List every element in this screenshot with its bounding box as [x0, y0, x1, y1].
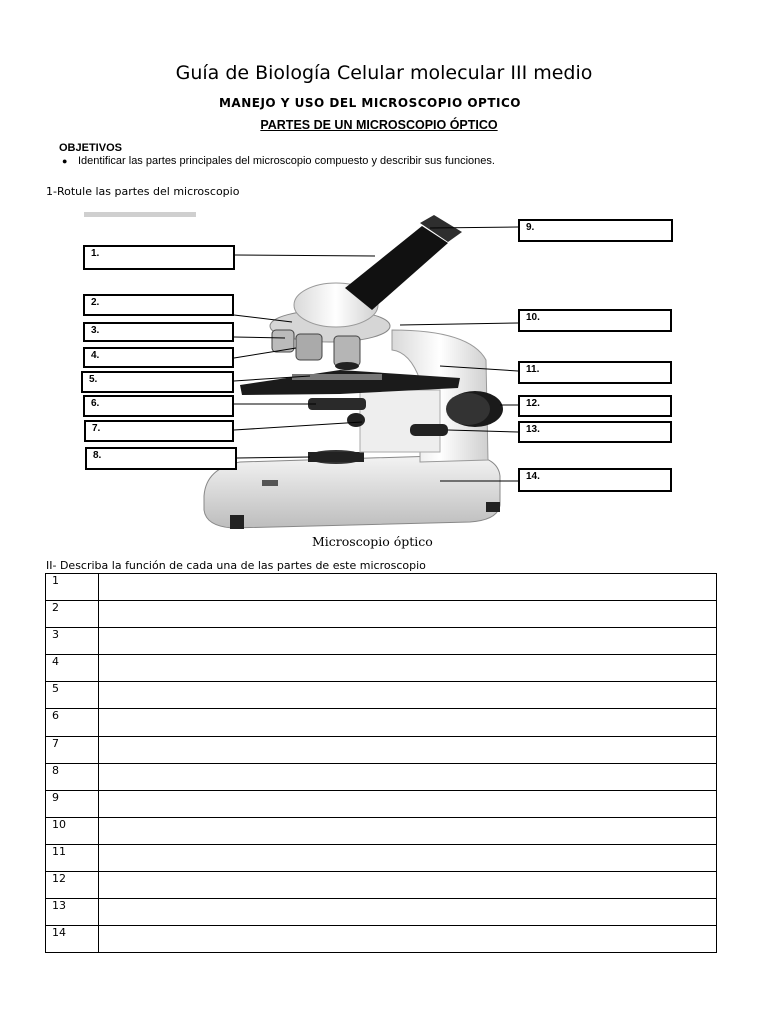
row-number: 11 — [46, 844, 99, 871]
base-foot — [486, 502, 500, 512]
table-row — [46, 872, 717, 899]
eyepiece — [420, 215, 462, 242]
bullet-icon: ● — [62, 156, 68, 166]
label-box-4[interactable]: 4. — [83, 347, 234, 368]
label-box-9[interactable]: 9. — [518, 219, 673, 242]
base-switch — [262, 480, 278, 486]
table-row — [46, 817, 717, 844]
leader-lines — [234, 227, 518, 481]
table-row — [46, 844, 717, 871]
label-box-12[interactable]: 12. — [518, 395, 672, 417]
row-number: 14 — [46, 926, 99, 953]
row-number: 8 — [46, 763, 99, 790]
microscope-head — [294, 283, 378, 327]
answer-cell[interactable] — [99, 817, 717, 844]
label-box-3[interactable]: 3. — [83, 322, 234, 342]
row-number: 3 — [46, 628, 99, 655]
table-row — [46, 601, 717, 628]
stage-slide — [292, 374, 382, 380]
row-number: 7 — [46, 736, 99, 763]
row-number: 1 — [46, 574, 99, 601]
objective-item — [62, 155, 495, 167]
row-number: 12 — [46, 872, 99, 899]
answer-cell[interactable] — [99, 628, 717, 655]
label-box-1[interactable]: 1. — [83, 245, 235, 270]
label-box-8[interactable]: 8. — [85, 447, 237, 470]
microscope-arm — [392, 330, 488, 462]
answer-cell[interactable] — [99, 601, 717, 628]
label-box-6[interactable]: 6. — [83, 395, 234, 417]
answer-cell[interactable] — [99, 574, 717, 601]
answer-cell[interactable] — [99, 763, 717, 790]
objective-text: Identificar las partes principales del microscopio compuesto y describir sus funciones. — [78, 155, 495, 167]
row-number: 6 — [46, 709, 99, 736]
table-row — [46, 682, 717, 709]
figure-caption: Microscopio óptico — [312, 534, 433, 549]
answer-cell[interactable] — [99, 709, 717, 736]
objectives-label: OBJETIVOS — [59, 142, 122, 154]
faded-text — [84, 212, 196, 217]
objective-tip — [335, 362, 359, 370]
answer-cell[interactable] — [99, 655, 717, 682]
answer-cell[interactable] — [99, 682, 717, 709]
label-box-13[interactable]: 13. — [518, 421, 672, 443]
microscope-pillar — [360, 390, 440, 452]
coarse-focus-knob-face — [446, 393, 490, 425]
microscope-base — [204, 455, 500, 528]
objective-lens — [296, 334, 322, 360]
answer-cell[interactable] — [99, 790, 717, 817]
subtitle: MANEJO Y USO DEL MICROSCOPIO OPTICO — [218, 96, 522, 110]
answer-cell[interactable] — [99, 736, 717, 763]
table-row — [46, 655, 717, 682]
revolving-nosepiece — [270, 310, 390, 342]
section-heading: PARTES DE UN MICROSCOPIO ÓPTICO — [260, 118, 498, 132]
instruction-describe-functions: II- Describa la función de cada una de las partes de este microscopio — [46, 559, 426, 572]
row-number: 2 — [46, 601, 99, 628]
answer-cell[interactable] — [99, 899, 717, 926]
answer-cell[interactable] — [99, 872, 717, 899]
instruction-label-parts: 1-Rotule las partes del microscopio — [46, 185, 240, 198]
row-number: 10 — [46, 817, 99, 844]
label-box-5[interactable]: 5. — [81, 371, 234, 393]
table-row — [46, 574, 717, 601]
coarse-focus-knob — [447, 391, 503, 427]
objective-lens — [334, 336, 360, 366]
label-box-7[interactable]: 7. — [84, 420, 234, 442]
label-box-10[interactable]: 10. — [518, 309, 672, 332]
light-source-ring — [308, 452, 364, 462]
eyepiece-tube — [345, 226, 448, 310]
label-box-2[interactable]: 2. — [83, 294, 234, 316]
table-row — [46, 790, 717, 817]
table-row — [46, 926, 717, 953]
answer-cell[interactable] — [99, 844, 717, 871]
table-row — [46, 899, 717, 926]
row-number: 13 — [46, 899, 99, 926]
condenser — [308, 398, 366, 410]
table-row — [46, 736, 717, 763]
page-title: Guía de Biología Celular molecular III medio — [175, 62, 593, 84]
table-row — [46, 763, 717, 790]
diaphragm-knob — [347, 413, 365, 427]
base-foot — [230, 515, 244, 529]
label-box-14[interactable]: 14. — [518, 468, 672, 492]
answer-cell[interactable] — [99, 926, 717, 953]
table-row — [46, 628, 717, 655]
row-number: 5 — [46, 682, 99, 709]
table-row — [46, 709, 717, 736]
fine-focus-knob — [410, 424, 448, 436]
label-box-11[interactable]: 11. — [518, 361, 672, 384]
light-source — [308, 450, 364, 464]
answers-table — [45, 573, 717, 953]
objective-lens — [272, 330, 294, 352]
row-number: 4 — [46, 655, 99, 682]
row-number: 9 — [46, 790, 99, 817]
microscope-stage — [240, 370, 460, 395]
